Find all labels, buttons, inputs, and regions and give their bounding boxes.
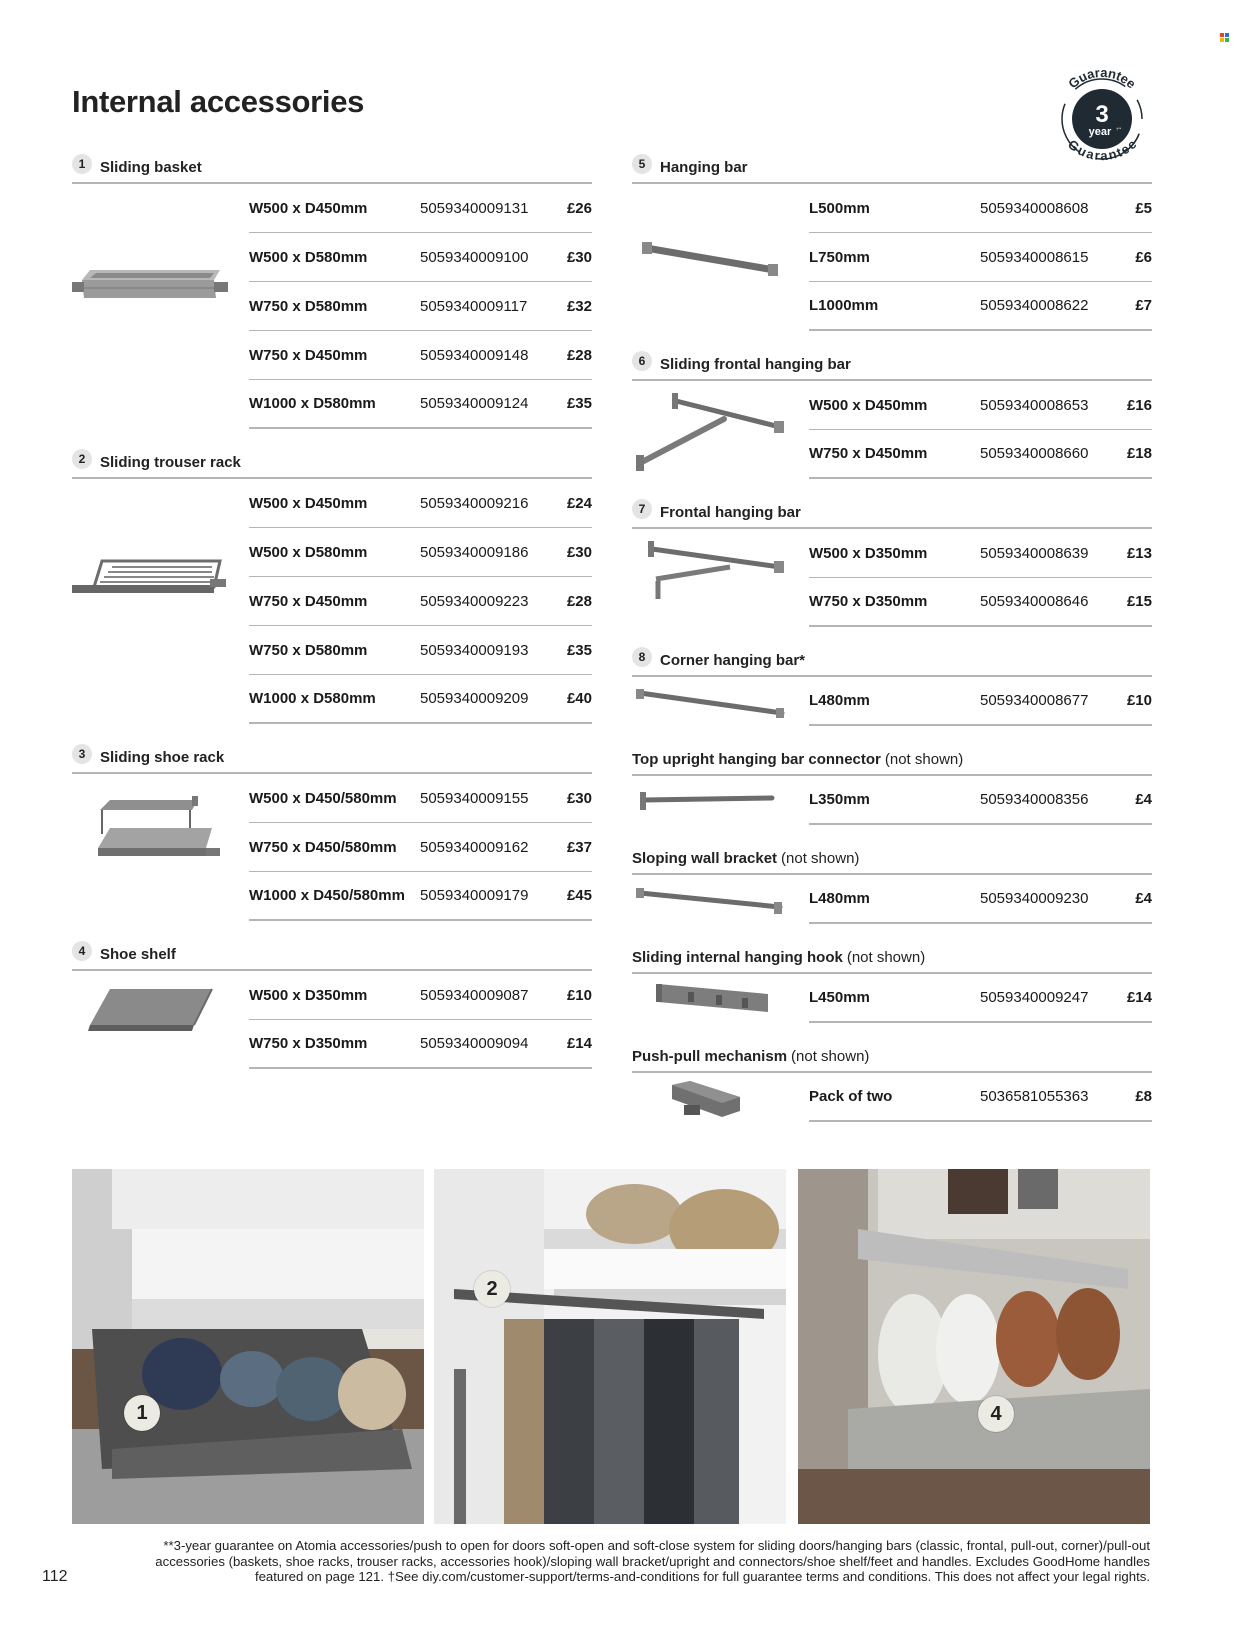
sliding-trouser-rack-image: [72, 519, 232, 649]
code-cell: 5059340008639: [980, 544, 1089, 562]
section-number: 3: [72, 744, 92, 764]
section-push-pull-mechanism: [632, 1041, 1152, 1122]
shoe-shelf-image: [72, 977, 232, 1067]
section-title: Sliding shoe rack: [100, 748, 225, 766]
code-cell: 5059340009087: [420, 986, 529, 1004]
price-cell: £18: [1126, 445, 1152, 462]
code-cell: 5059340009124: [420, 395, 529, 412]
price-cell: £15: [1126, 593, 1152, 610]
table-row: [249, 626, 592, 675]
section-title: Sliding basket: [100, 158, 202, 176]
size-cell: W500 x D350mm: [809, 544, 928, 562]
badge-mark: †**: [1116, 126, 1122, 131]
price-cell: £6: [1135, 248, 1152, 266]
section-number: 8: [632, 647, 652, 667]
table-row: [809, 677, 1152, 726]
code-cell: 5059340009186: [420, 543, 529, 561]
code-cell: 5059340009148: [420, 346, 529, 364]
push-pull-mechanism-image: [632, 1077, 792, 1121]
size-cell: W750 x D350mm: [249, 1035, 368, 1052]
section-sliding-frontal-hanging-bar: [632, 349, 1152, 479]
size-cell: L500mm: [809, 199, 870, 217]
size-cell: W500 x D450mm: [249, 199, 368, 217]
section-note: (not shown): [846, 948, 926, 966]
frontal-hanging-bar-image: [632, 535, 792, 625]
price-cell: £4: [1135, 791, 1152, 808]
price-cell: £5: [1135, 199, 1152, 217]
table-row: [809, 381, 1152, 430]
table-row: [249, 577, 592, 626]
section-title: Shoe shelf: [100, 945, 176, 963]
table-row: [249, 528, 592, 577]
section-number: 4: [72, 941, 92, 961]
section-number: 5: [632, 154, 652, 174]
code-cell: 5059340009193: [420, 641, 529, 659]
size-cell: W750 x D450mm: [249, 592, 368, 610]
table-row: [249, 184, 592, 233]
price-cell: £30: [566, 789, 592, 807]
page-title: Internal accessories: [72, 84, 365, 119]
size-cell: W500 x D580mm: [249, 543, 368, 561]
table-row: [249, 380, 592, 429]
code-cell: 5059340009094: [420, 1035, 529, 1052]
section-note: (not shown): [884, 750, 964, 768]
page-number: 112: [42, 1568, 68, 1585]
table-row: [249, 282, 592, 331]
table-row: [809, 875, 1152, 924]
section-corner-hanging-bar: [632, 645, 1152, 726]
section-number: 6: [632, 351, 652, 371]
size-cell: L1000mm: [809, 297, 879, 314]
badge-number: 3: [1095, 101, 1109, 128]
size-cell: W1000 x D580mm: [249, 395, 376, 412]
table-row: [249, 675, 592, 724]
section-title: Push-pull mechanism: [632, 1047, 788, 1065]
section-sliding-shoe-rack: [72, 742, 592, 921]
code-cell: 5059340009155: [420, 789, 529, 807]
price-cell: £28: [566, 346, 592, 364]
section-sloping-wall-bracket: [632, 843, 1152, 924]
code-cell: 5059340008356: [980, 791, 1089, 808]
code-cell: 5059340008646: [980, 593, 1089, 610]
size-cell: W1000 x D580mm: [249, 690, 376, 707]
code-cell: 5059340008608: [980, 199, 1089, 217]
table-row: [249, 1020, 592, 1069]
sliding-basket-image: [72, 218, 232, 348]
table-row: [249, 971, 592, 1020]
section-number: 7: [632, 499, 652, 519]
table-row: [249, 479, 592, 528]
section-frontal-hanging-bar: [632, 497, 1152, 627]
size-cell: W750 x D580mm: [249, 641, 368, 659]
section-title: Top upright hanging bar connector: [632, 750, 881, 768]
price-cell: £24: [566, 494, 592, 512]
size-cell: L450mm: [809, 989, 870, 1006]
badge-unit: year: [1088, 126, 1112, 138]
price-cell: £28: [566, 592, 592, 610]
code-cell: 5059340009100: [420, 248, 529, 266]
sliding-internal-hook-image: [632, 978, 792, 1020]
section-number: 2: [72, 449, 92, 469]
section-note: (not shown): [791, 1047, 870, 1065]
table-row: [249, 872, 592, 921]
code-cell: 5059340008615: [980, 248, 1089, 266]
code-cell: 5059340008660: [980, 445, 1089, 462]
sloping-wall-bracket-image: [632, 881, 792, 921]
price-cell: £7: [1135, 297, 1152, 314]
code-cell: 5059340009230: [980, 890, 1089, 907]
code-cell: 5059340009223: [420, 592, 529, 610]
section-title: Corner hanging bar*: [660, 651, 806, 669]
size-cell: W500 x D580mm: [249, 248, 368, 266]
size-cell: W750 x D350mm: [809, 593, 928, 610]
price-cell: £13: [1126, 544, 1152, 562]
price-cell: £16: [1126, 396, 1152, 414]
table-row: [809, 776, 1152, 825]
photo-marker: 4: [978, 1396, 1014, 1432]
size-cell: W500 x D450mm: [249, 494, 368, 512]
section-title: Sliding frontal hanging bar: [660, 355, 851, 373]
table-row: [809, 282, 1152, 331]
size-cell: W1000 x D450/580mm: [249, 887, 405, 904]
price-cell: £35: [566, 395, 592, 412]
section-hanging-bar: [632, 152, 1152, 331]
code-cell: 5036581055363: [980, 1088, 1089, 1105]
size-cell: L480mm: [809, 692, 870, 709]
size-cell: W750 x D450/580mm: [249, 838, 397, 856]
price-cell: £40: [566, 690, 592, 707]
price-cell: £8: [1135, 1088, 1152, 1105]
badge-top-text: Guarantee: [1065, 65, 1139, 92]
price-cell: £4: [1135, 890, 1152, 907]
section-title: Sloping wall bracket: [632, 849, 778, 867]
size-cell: W500 x D450mm: [809, 396, 928, 414]
table-row: [809, 1073, 1152, 1122]
code-cell: 5059340008677: [980, 692, 1089, 709]
price-cell: £10: [1126, 692, 1152, 709]
table-row: [809, 430, 1152, 479]
section-title: Frontal hanging bar: [660, 503, 801, 521]
code-cell: 5059340009216: [420, 494, 529, 512]
table-row: [809, 578, 1152, 627]
size-cell: W500 x D350mm: [249, 986, 368, 1004]
table-row: [809, 233, 1152, 282]
section-sliding-internal-hook: [632, 942, 1152, 1023]
svg-text:Guarantee: [1065, 65, 1138, 91]
code-cell: 5059340009117: [420, 297, 528, 315]
size-cell: L750mm: [809, 248, 870, 266]
section-note: (not shown): [781, 849, 860, 867]
table-row: [809, 529, 1152, 578]
code-cell: 5059340008622: [980, 297, 1089, 314]
hanging-bar-image: [632, 214, 792, 304]
photo-shoe-shelf: [798, 1169, 1150, 1524]
right-column: [632, 152, 1152, 1122]
section-sliding-basket: [72, 152, 592, 429]
table-row: [249, 233, 592, 282]
size-cell: Pack of two: [809, 1088, 893, 1105]
section-title: Hanging bar: [660, 158, 748, 176]
size-cell: W500 x D450/580mm: [249, 789, 397, 807]
section-shoe-shelf: [72, 939, 592, 1069]
price-cell: £10: [566, 986, 592, 1004]
price-cell: £14: [1126, 989, 1152, 1006]
size-cell: W750 x D450mm: [249, 346, 368, 364]
table-row: [809, 184, 1152, 233]
price-cell: £37: [566, 838, 592, 856]
price-cell: £14: [566, 1035, 592, 1052]
price-cell: £26: [566, 199, 592, 217]
code-cell: 5059340009179: [420, 887, 529, 904]
price-cell: £35: [566, 641, 592, 659]
sliding-shoe-rack-image: [72, 784, 232, 914]
corner-hanging-bar-image: [632, 681, 792, 725]
top-upright-connector-image: [632, 784, 792, 818]
code-cell: 5059340009247: [980, 989, 1089, 1006]
photo-sliding-trouser-rack: [434, 1169, 786, 1524]
size-cell: L350mm: [809, 791, 870, 808]
left-column: [72, 152, 592, 1069]
section-sliding-trouser-rack: [72, 447, 592, 724]
price-cell: £45: [566, 887, 592, 904]
code-cell: 5059340008653: [980, 396, 1089, 414]
table-row: [249, 774, 592, 823]
section-title: Sliding trouser rack: [100, 453, 241, 471]
price-cell: £30: [566, 543, 592, 561]
size-cell: W750 x D580mm: [249, 297, 368, 315]
footnote: **3-year guarantee on Atomia accessories/push to open for doors soft-open and soft-close system for sliding doors/hanging bars (classic, frontal, pull-out, corner)/pull-out accessories (baskets, shoe racks, trouser racks, accessories hook)/sloping wall bracket/upright and connectors/shoe shelf/feet and handles. Excludes GoodHome handles featured on page 121. †See diy.com/customer-support/terms-and-conditions for full guarantee terms and conditions. This does not affect your legal rights.: [155, 1538, 1150, 1584]
photo-marker: 2: [474, 1271, 510, 1307]
badge-bottom-text: Guarantee: [1064, 136, 1140, 164]
section-title: Sliding internal hanging hook: [632, 948, 843, 966]
code-cell: 5059340009209: [420, 690, 529, 707]
section-top-upright-connector: [632, 744, 1152, 825]
table-row: [249, 331, 592, 380]
table-row: [249, 823, 592, 872]
price-cell: £30: [566, 248, 592, 266]
guarantee-badge: [1052, 65, 1152, 165]
code-cell: 5059340009131: [420, 199, 529, 217]
section-number: 1: [72, 154, 92, 174]
photo-marker: 1: [124, 1395, 160, 1431]
code-cell: 5059340009162: [420, 838, 529, 856]
photo-sliding-basket: [72, 1169, 424, 1524]
size-cell: L480mm: [809, 890, 870, 907]
sliding-frontal-hanging-bar-image: [632, 383, 792, 481]
brand-logo: [1220, 33, 1229, 42]
price-cell: £32: [566, 297, 592, 315]
size-cell: W750 x D450mm: [809, 445, 928, 462]
table-row: [809, 974, 1152, 1023]
